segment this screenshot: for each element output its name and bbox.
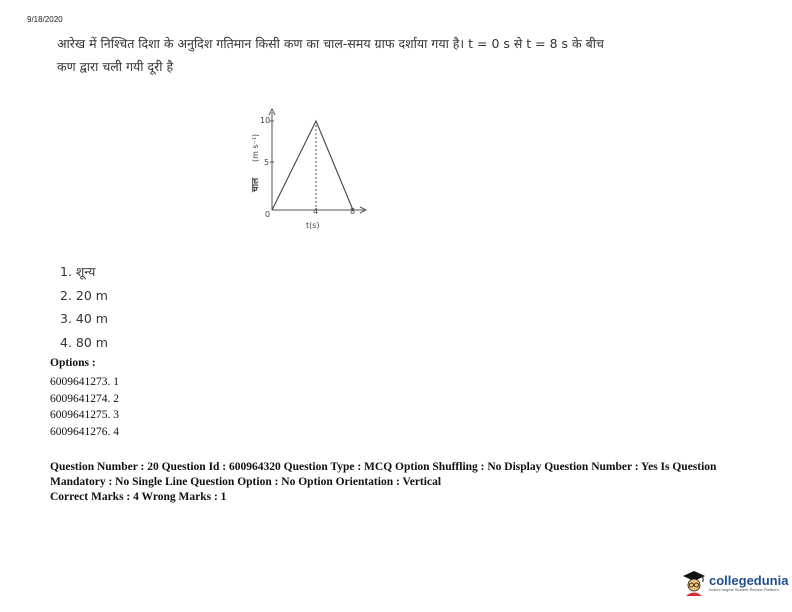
x-axis-label: t(s): [306, 221, 320, 230]
collegedunia-logo: [682, 570, 788, 596]
choice-4: 4. 80 m: [60, 334, 108, 350]
graduate-avatar-icon: [682, 570, 706, 596]
tick-label-8: 8: [350, 207, 356, 216]
option-id: 6009641276. 4: [50, 425, 119, 438]
print-date: 9/18/2020: [27, 15, 63, 24]
y-axis-label: चाल: [251, 177, 261, 192]
question-line-1: आरेख में निश्चित दिशा के अनुदिश गतिमान किसी कण का चाल-समय ग्राफ दर्शाया गया है। t = 0 s से t = 8 s के बीच: [57, 36, 604, 51]
tick-label-4: 4: [313, 207, 319, 216]
question-meta: Question Number : 20 Question Id : 600964320 Question Type : MCQ Option Shuffling : No Display Question Number : Yes Is Question Mandatory : No Single Line Question Option : No Option Orientation : Vertical: [50, 461, 717, 488]
choice-1: 1. शून्य: [60, 264, 96, 279]
logo-name: collegedunia: [709, 573, 789, 588]
marks-info: Correct Marks : 4 Wrong Marks : 1: [50, 491, 227, 503]
choice-2: 2. 20 m: [60, 287, 108, 303]
option-id: 6009641275. 3: [50, 409, 119, 422]
logo-tagline: India's largest Student Review Platform: [709, 587, 779, 592]
tick-label-origin: 0: [265, 210, 271, 219]
speed-curve: [272, 121, 353, 210]
option-id: 6009641273. 1: [50, 376, 119, 388]
question-text: [57, 32, 757, 78]
option-id-list: [50, 374, 119, 440]
y-axis-unit: (m s⁻¹): [251, 133, 260, 162]
tick-label-5: 5: [264, 158, 270, 167]
speed-time-graph: [246, 104, 376, 234]
choice-3: 3. 40 m: [60, 311, 108, 326]
option-id: 6009641274. 2: [50, 392, 119, 405]
answer-choices: [60, 260, 108, 354]
options-heading: Options :: [50, 357, 96, 369]
question-line-2: कण द्वारा चली गयी दूरी है: [57, 59, 174, 74]
tick-label-10: 10: [260, 116, 271, 125]
